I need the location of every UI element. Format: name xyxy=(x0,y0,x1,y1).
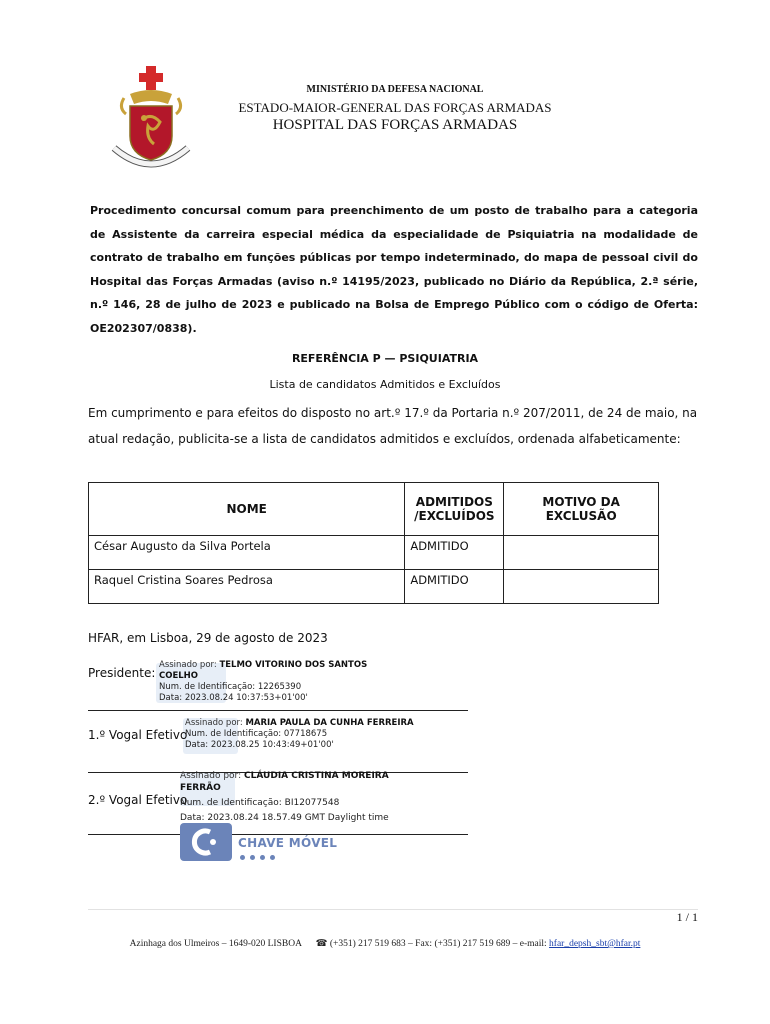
chave-movel-dot xyxy=(270,855,275,860)
vogal1-label: 1.º Vogal Efetivo xyxy=(88,728,188,742)
reference-title: REFERÊNCIA P — PSIQUIATRIA xyxy=(291,352,479,365)
chave-movel-logo xyxy=(180,823,232,861)
footer-divider xyxy=(88,909,698,910)
president-label: Presidente: xyxy=(88,666,156,680)
president-digital-signature: Assinado por: TELMO VITORINO DOS SANTOS COELHO Num. de Identificação: 12265390 Data: 2023.08.24 10:37:53+01'00' xyxy=(159,660,368,703)
vogal1-digital-signature: Assinado por: MARIA PAULA DA CUNHA FERREIRA Num. de Identificação: 07718675 Data: 2023.08.25 10:43:49+01'00' xyxy=(185,718,414,750)
page-number: 1 / 1 xyxy=(676,910,698,924)
candidates-table xyxy=(88,482,659,604)
chave-movel-label: CHAVE MÓVEL xyxy=(238,836,338,850)
vogal2-label: 2.º Vogal Efetivo xyxy=(88,793,188,807)
footer-phone-fax: (+351) 217 519 683 – Fax: (+351) 217 519 689 – e-mail: xyxy=(329,939,547,949)
table-header-row xyxy=(89,483,659,536)
list-title: Lista de candidatos Admitidos e Excluídos xyxy=(269,378,501,391)
procedure-intro: Procedimento concursal comum para preenchimento de um posto de trabalho para a categoria de Assistente da carreira especial médica da especialidade de Psiquiatria na modalidade de contrato de trabalho em funções públicas por tempo indeterminado, do mapa de pessoal civil do Hospital das Forças Armadas (aviso n.º 14195/2023, publicado no Diário da República, 2.ª série, n.º 146, 28 de julho de 2023 e publicado na Bolsa de Emprego Público com o código de Oferta: OE202307/0838). xyxy=(90,204,698,335)
chave-movel-dot xyxy=(240,855,245,860)
signature-line xyxy=(88,710,468,711)
hfar-crest-logo xyxy=(108,64,194,176)
chave-movel-dot xyxy=(250,855,255,860)
column-header-admitted: ADMITIDOS /EXCLUÍDOS xyxy=(405,483,504,536)
table-row xyxy=(89,570,659,604)
footer-contacts xyxy=(0,938,770,949)
column-header-reason: MOTIVO DA EXCLUSÃO xyxy=(504,483,659,536)
table-row xyxy=(89,536,659,570)
exclusion-reason xyxy=(504,536,659,570)
candidate-status: ADMITIDO xyxy=(405,536,504,570)
candidate-name: Raquel Cristina Soares Pedrosa xyxy=(89,570,405,604)
column-header-name: NOME xyxy=(89,483,405,536)
ministry-heading: MINISTÉRIO DA DEFESA NACIONAL xyxy=(306,84,484,95)
phone-icon: ☎ xyxy=(315,939,328,949)
vogal2-digital-signature: Assinado por: CLÁUDIA CRISTINA MOREIRA FERRÃO Num. de Identificação: BI12077548 Data: 2023.08.24 18.57.49 GMT Daylight time xyxy=(180,771,389,823)
chave-movel-dot xyxy=(260,855,265,860)
place-and-date: HFAR, em Lisboa, 29 de agosto de 2023 xyxy=(88,631,328,645)
candidate-name: César Augusto da Silva Portela xyxy=(89,536,405,570)
exclusion-reason xyxy=(504,570,659,604)
hospital-heading: HOSPITAL DAS FORÇAS ARMADAS xyxy=(272,117,518,133)
candidate-status: ADMITIDO xyxy=(405,570,504,604)
signature-line xyxy=(88,834,468,835)
emgfa-heading: ESTADO-MAIOR-GENERAL DAS FORÇAS ARMADAS xyxy=(238,100,552,115)
publication-paragraph: Em cumprimento e para efeitos do disposto no art.º 17.º da Portaria n.º 207/2011, de 24 de maio, na atual redação, publicita-se a lista de candidatos admitidos e excluídos, ordenada alfabeticamente: xyxy=(88,406,698,446)
footer-email-link[interactable]: hfar_depsh_sbt@hfar.pt xyxy=(549,939,641,949)
footer-address: Azinhaga dos Ulmeiros – 1649-020 LISBOA xyxy=(129,939,302,949)
